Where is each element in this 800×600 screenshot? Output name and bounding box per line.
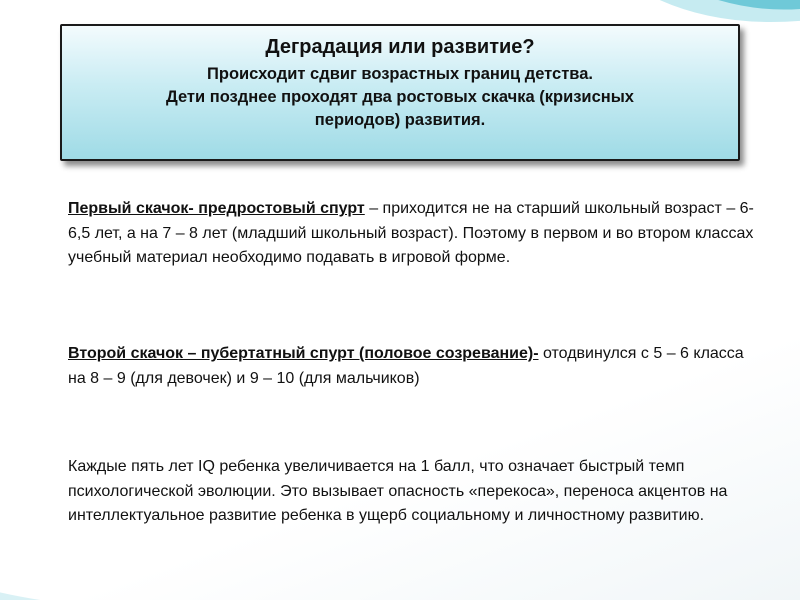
subtitle-line-3: периодов) развития. [314, 111, 486, 129]
subtitle-line-2: Дети позднее проходят два ростовых скачка (кризисных [166, 88, 634, 106]
title-box [60, 24, 740, 161]
paragraph-text: отодвинулся с 5 – 6 класса на 8 – 9 (для девочек) и 9 – 10 (для мальчиков) [68, 345, 744, 387]
paragraph-first-spurt [68, 197, 758, 271]
slide-title: Деградация или развитие? [265, 36, 535, 58]
paragraph-heading: Второй скачок – пубертатный спурт (половое созревание)- [68, 345, 539, 362]
paragraph-heading: Первый скачок- предростовый спурт [68, 200, 365, 217]
paragraph-second-spurt [68, 342, 758, 391]
subtitle-line-1: Происходит сдвиг возрастных границ детства. [207, 65, 593, 83]
paragraph-iq [68, 455, 758, 529]
bottom-left-decoration [0, 580, 190, 600]
paragraph-text: Каждые пять лет IQ ребенка увеличивается на 1 балл, что означает быстрый темп психологической эволюции. Это вызывает опасность «перекоса», переноса акцентов на интеллектуальное развитие ребенка в ущерб социальному и личностному развитию. [68, 458, 728, 524]
paragraph-text: – приходится не на старший школьный возраст – 6-6,5 лет, а на 7 – 8 лет (младший школьный возраст). Поэтому в первом и во втором классах учебный материал необходимо подавать в игровой форме. [68, 200, 754, 266]
